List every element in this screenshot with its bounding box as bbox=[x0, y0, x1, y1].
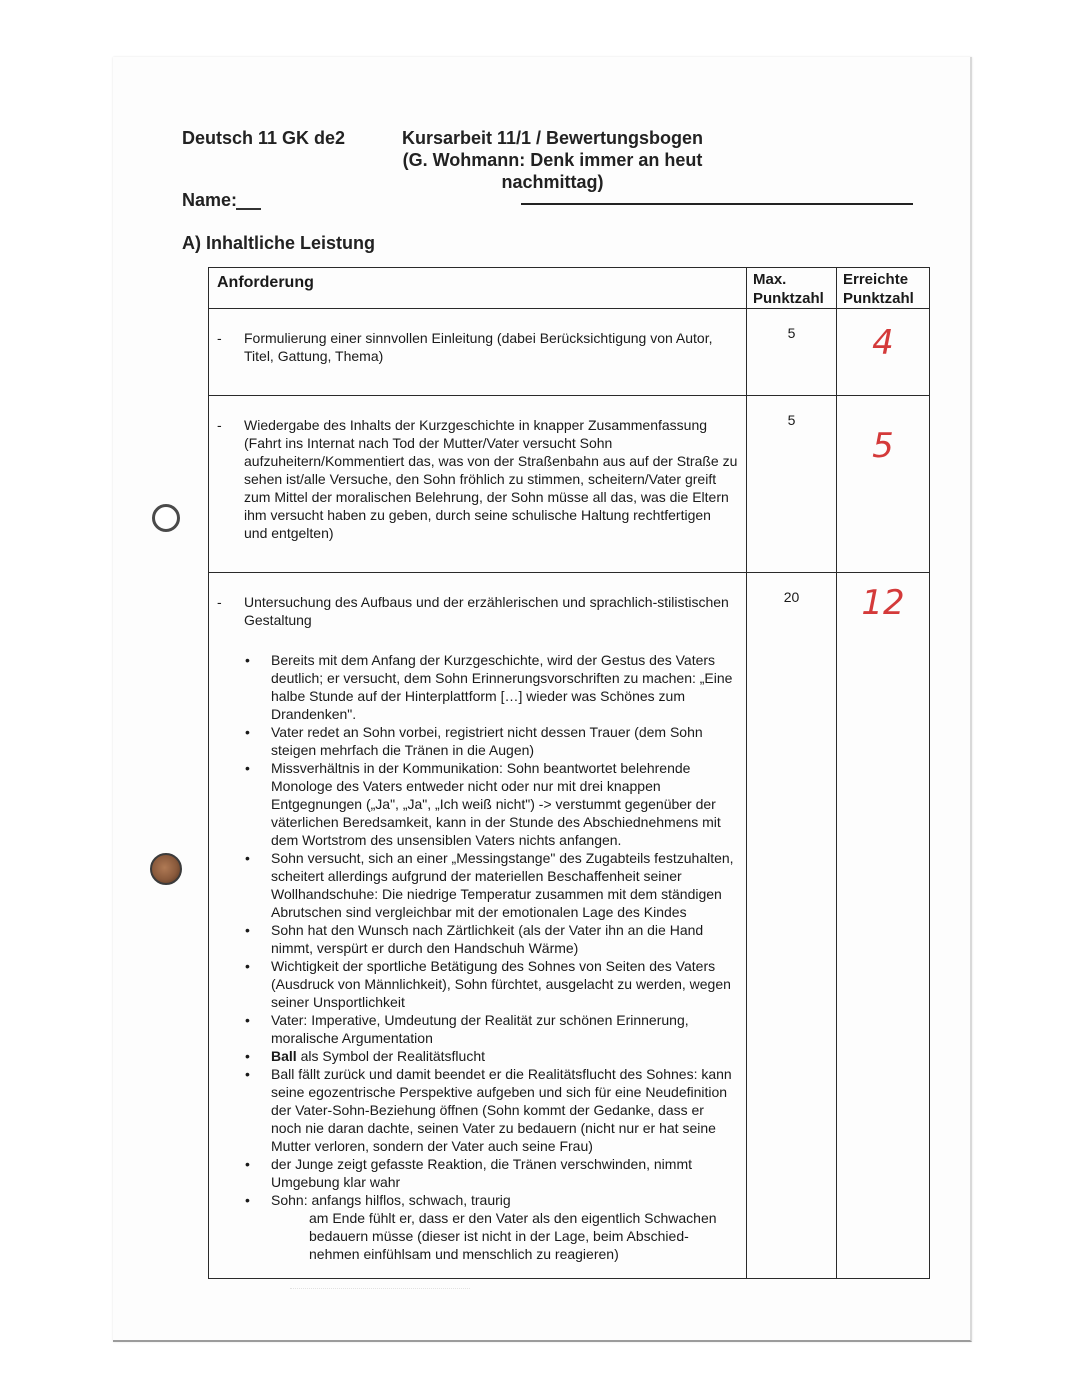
header-requirement: Anforderung bbox=[209, 268, 747, 309]
list-item: • Vater: Imperative, Umdeutung der Realität zur schönen Erinnerung, moralische Argumentation bbox=[271, 1011, 738, 1047]
list-item: • Sohn versucht, sich an einer „Messingstange" des Zugabteils festzuhalten, scheitert allerdings aufgrund der materiellen Beschaffenheit seiner Wollhandschuhe: Die niedrige Temperatur zusammen mit dem ständigen Abrutschen sind vergleichbar mit der emotionalen Lage des Kindes bbox=[271, 849, 738, 921]
table-row bbox=[209, 396, 930, 573]
bleed-through-marks bbox=[290, 1288, 470, 1303]
list-item: • Missverhältnis in der Kommunikation: Sohn beantwortet belehrende Monologe des Vaters entweder nicht oder nur mit drei knappen Entgegnungen („Ja", „Ja", „Ich weiß nicht") -> verstummt gegenüber der väterlichen Beredsamkeit, kann in der Stunde des Abschiednehmens mit dem Wortstrom des unsensiblen Vaters nichts anfangen. bbox=[271, 759, 738, 849]
list-item: • Bereits mit dem Anfang der Kurzgeschichte, wird der Gestus des Vaters deutlich; er versucht, dem Sohn Erinnerungsvorschriften zu machen: „Eine halbe Stunde auf der Hinterplattform […] wieder was Schönes zum Drandenken". bbox=[271, 651, 738, 723]
achieved-points-cell bbox=[837, 396, 930, 573]
max-points-cell: 5 bbox=[747, 396, 837, 573]
ball-bullet-rest: als Symbol der Realitätsflucht bbox=[296, 1048, 485, 1064]
max-points-cell: 20 bbox=[747, 573, 837, 1279]
handwritten-score: 5 bbox=[872, 426, 894, 466]
handwritten-score: 4 bbox=[872, 323, 894, 363]
requirement-text: Formulierung einer sinnvollen Einleitung (dabei Berücksichtigung von Autor, Titel, Gattung, Thema) bbox=[244, 330, 713, 364]
list-item: • Wichtigkeit der sportliche Betätigung des Sohnes von Seiten des Vaters (Ausdruck von Männlichkeit), Sohn fürchtet, ausgelacht zu werden, wegen seiner Unsportlichkeit bbox=[271, 957, 738, 1011]
header-max-line2: Punktzahl bbox=[753, 290, 824, 307]
requirement-cell bbox=[209, 309, 747, 396]
name-field-line bbox=[521, 203, 913, 205]
punch-hole-top bbox=[152, 504, 180, 532]
max-points-cell: 5 bbox=[747, 309, 837, 396]
last-bullet-line: Sohn: anfangs hilflos, schwach, traurig bbox=[271, 1192, 511, 1208]
row-dash: - bbox=[217, 594, 222, 610]
header-achieved-points bbox=[837, 268, 930, 309]
achieved-points-cell bbox=[837, 309, 930, 396]
list-item: • Ball fällt zurück und damit beendet er die Realitätsflucht des Sohnes: kann seine egozentrische Perspektive aufgeben und sich für eine Neudefinition der Vater-Sohn-Beziehung öffnen (Sohn kommt der Gedanke, dass er noch nie daran dachte, seinen Vater zu bedauern (nicht nur er hat seine Mutter verloren, sondern der Vater auch seine Frau) bbox=[271, 1065, 738, 1155]
analysis-bullet-list bbox=[209, 651, 746, 1263]
punch-hole-bottom bbox=[150, 853, 182, 885]
row-dash: - bbox=[217, 417, 222, 433]
header-achieved-line1: Erreichte bbox=[843, 271, 909, 288]
section-title: A) Inhaltliche Leistung bbox=[182, 233, 376, 253]
assessment-table bbox=[208, 267, 930, 1279]
requirement-text: Wiedergabe des Inhalts der Kurzgeschichte in knapper Zusammenfassung (Fahrt ins Internat nach Tod der Mutter/Vater versucht Sohn aufzuheitern/Kommentiert das, was von der Straßenbahn aus auf der Straße zu sehen ist/alle Versuche, den Sohn fröhlich zu stimmen, scheitern/Vater greift zum Mittel der moralischen Belehrung, der Sohn müsse all das, was die Eltern ihm versucht haben zu geben, durch seine schulische Haltung rechtfertigen und entgelten) bbox=[244, 417, 738, 541]
ball-keyword: Ball bbox=[271, 1048, 297, 1064]
requirement-text: Untersuchung des Aufbaus und der erzählerischen und sprachlich-stilistischen Gestaltung bbox=[244, 594, 729, 628]
list-item: • Sohn hat den Wunsch nach Zärtlichkeit (als der Vater ihn an die Hand nimmt, verspürt er durch den Handschuh Wärme) bbox=[271, 921, 738, 957]
header-achieved-line2: Punktzahl bbox=[843, 290, 914, 307]
handwritten-score: 12 bbox=[861, 583, 905, 623]
list-item bbox=[271, 1047, 738, 1065]
name-underscore bbox=[236, 208, 261, 210]
document-title bbox=[355, 127, 750, 193]
course-label: Deutsch 11 GK de2 bbox=[182, 128, 346, 148]
requirement-cell bbox=[209, 396, 747, 573]
title-line-2: (G. Wohmann: Denk immer an heut nachmittag) bbox=[402, 150, 703, 192]
requirement-cell bbox=[209, 573, 747, 1279]
list-item: • Vater redet an Sohn vorbei, registriert nicht dessen Trauer (dem Sohn steigen mehrfach die Tränen in die Augen) bbox=[271, 723, 738, 759]
table-row bbox=[209, 309, 930, 396]
list-item bbox=[271, 1191, 738, 1263]
title-line-1: Kursarbeit 11/1 / Bewertungsbogen bbox=[401, 128, 704, 148]
table-header-row bbox=[209, 268, 930, 309]
row-dash: - bbox=[217, 330, 222, 346]
name-label: Name: bbox=[182, 190, 238, 210]
list-item: • der Junge zeigt gefasste Reaktion, die Tränen verschwinden, nimmt Umgebung klar wahr bbox=[271, 1155, 738, 1191]
header-max-points bbox=[747, 268, 837, 309]
table-row bbox=[209, 573, 930, 1279]
achieved-points-cell bbox=[837, 573, 930, 1279]
last-bullet-sub: am Ende fühlt er, dass er den Vater als den eigentlich Schwachen bedauern müsse (dieser ist nicht in der Lage, beim Abschied-nehmen einfühlsam und menschlich zu reagieren) bbox=[309, 1210, 717, 1262]
header-max-line1: Max. bbox=[753, 271, 787, 288]
